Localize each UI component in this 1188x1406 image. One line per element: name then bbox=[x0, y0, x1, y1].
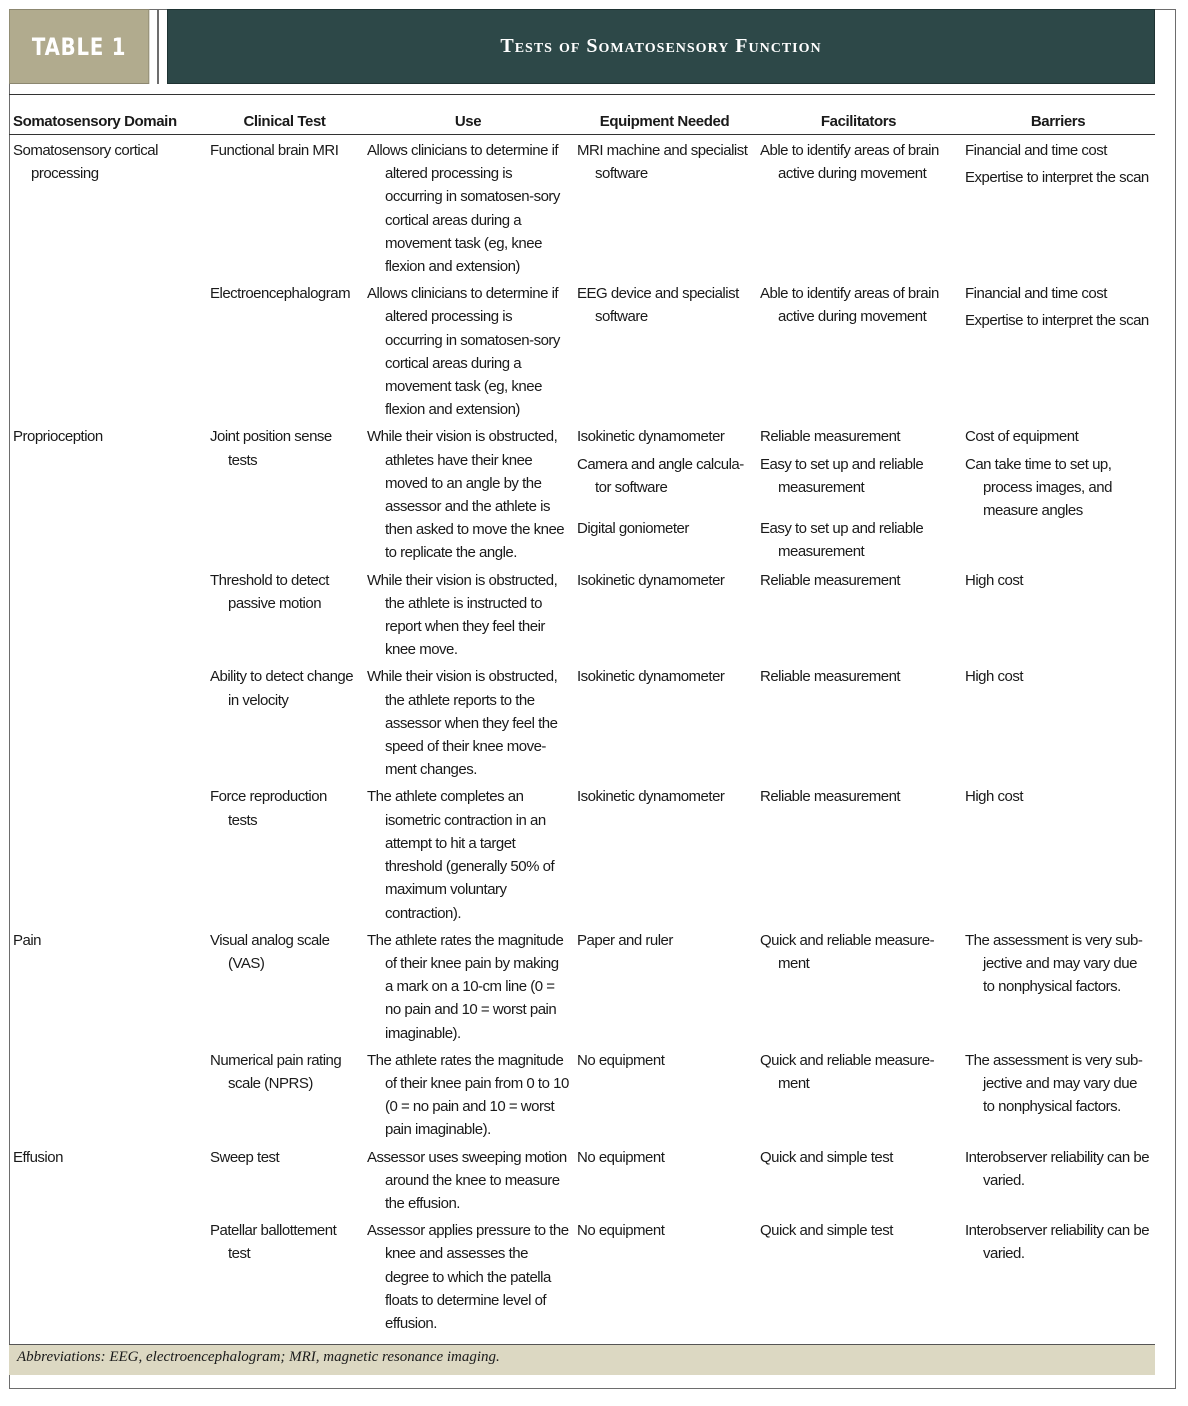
cell-test bbox=[206, 1045, 363, 1142]
table-title: Tests of Somatosensory Function bbox=[167, 9, 1155, 84]
cell-facilitators-item: Reliable measurement bbox=[760, 428, 901, 446]
cell-test bbox=[206, 781, 363, 924]
cell-test bbox=[206, 135, 363, 279]
cell-equipment bbox=[573, 781, 756, 924]
cell-equipment-item: No equipment bbox=[577, 1222, 665, 1240]
cell-barriers bbox=[961, 278, 1155, 421]
table-row bbox=[9, 421, 1155, 564]
cell-test-text: Numerical pain rating scale (NPRS) bbox=[210, 1051, 342, 1092]
column-header: Equipment Needed bbox=[573, 106, 756, 135]
cell-equipment-item: Isokinetic dynamometer bbox=[577, 571, 725, 589]
cell-facilitators bbox=[756, 1045, 961, 1142]
cell-barriers bbox=[961, 135, 1155, 279]
column-header: Barriers bbox=[961, 106, 1155, 135]
cell-domain bbox=[9, 661, 206, 781]
cell-use bbox=[363, 1142, 573, 1216]
table-row bbox=[9, 1045, 1155, 1142]
header-rule bbox=[9, 94, 1155, 95]
cell-barriers-item: Financial and time cost bbox=[965, 285, 1107, 303]
cell-barriers-item: Expertise to interpret the scan bbox=[965, 312, 1149, 330]
cell-test bbox=[206, 421, 363, 564]
header-divider bbox=[157, 9, 159, 84]
cell-test bbox=[206, 565, 363, 662]
cell-use-text: While their vision is obstructed, the athlete is instructed to report when they feel their knee move. bbox=[367, 571, 558, 659]
cell-domain-text: Effusion bbox=[13, 1148, 63, 1166]
cell-test-text: Force reproduction tests bbox=[210, 788, 327, 829]
cell-facilitators-item: Reliable measurement bbox=[760, 668, 901, 686]
cell-facilitators bbox=[756, 925, 961, 1045]
cell-equipment bbox=[573, 1215, 756, 1335]
cell-equipment-item: EEG device and specialist software bbox=[577, 285, 739, 326]
cell-use bbox=[363, 565, 573, 662]
cell-use-text: While their vision is obstructed, athletes have their knee moved to an angle by the assessor and the athlete is then asked to move the knee to replicate the angle. bbox=[367, 428, 565, 562]
cell-use-text: The athlete rates the magnitude of their knee pain from 0 to 10 (0 = no pain and 10 = worst pain imaginable). bbox=[367, 1051, 569, 1139]
cell-use-text: The athlete rates the magnitude of their knee pain by making a mark on a 10-cm line (0 = no pain and 10 = worst pain imaginable). bbox=[367, 931, 564, 1042]
cell-facilitators-item: Easy to set up and reliable measurement bbox=[760, 520, 924, 561]
cell-domain bbox=[9, 1215, 206, 1335]
somatosensory-table bbox=[9, 106, 1155, 1335]
cell-domain bbox=[9, 1142, 206, 1216]
cell-facilitators-item: Quick and reliable measure-ment bbox=[760, 1051, 935, 1092]
cell-use bbox=[363, 135, 573, 279]
cell-barriers-item: The assessment is very sub-jective and may vary due to nonphysical factors. bbox=[965, 931, 1143, 996]
cell-barriers bbox=[961, 661, 1155, 781]
cell-equipment-item: Isokinetic dynamometer bbox=[577, 668, 725, 686]
cell-use-text: Assessor uses sweeping motion around the knee to measure the effusion. bbox=[367, 1148, 567, 1212]
column-header: Clinical Test bbox=[206, 106, 363, 135]
table-row bbox=[9, 925, 1155, 1045]
cell-equipment bbox=[573, 278, 756, 421]
table-row bbox=[9, 781, 1155, 924]
cell-facilitators bbox=[756, 661, 961, 781]
cell-equipment-item: Digital goniometer bbox=[577, 520, 689, 538]
cell-barriers bbox=[961, 1215, 1155, 1335]
cell-test bbox=[206, 1215, 363, 1335]
cell-barriers bbox=[961, 925, 1155, 1045]
cell-facilitators bbox=[756, 421, 961, 564]
column-header: Facilitators bbox=[756, 106, 961, 135]
cell-use bbox=[363, 278, 573, 421]
cell-test-text: Sweep test bbox=[210, 1148, 280, 1166]
cell-equipment-item: Paper and ruler bbox=[577, 931, 673, 949]
cell-barriers-item: Expertise to interpret the scan bbox=[965, 169, 1149, 187]
cell-equipment bbox=[573, 565, 756, 662]
cell-domain bbox=[9, 278, 206, 421]
cell-test-text: Threshold to detect passive motion bbox=[210, 571, 329, 612]
table-row bbox=[9, 661, 1155, 781]
cell-barriers-item: Interobserver reliability can be varied. bbox=[965, 1222, 1150, 1263]
cell-equipment bbox=[573, 135, 756, 279]
cell-facilitators-item: Reliable measurement bbox=[760, 788, 901, 806]
cell-barriers-item: High cost bbox=[965, 668, 1024, 686]
cell-use-text: While their vision is obstructed, the athlete reports to the assessor when they feel the speed of their knee move-ment changes. bbox=[367, 668, 558, 779]
table-row bbox=[9, 1142, 1155, 1216]
cell-use-text: Allows clinicians to determine if altered processing is occurring in somatosen-sory cortical areas during a movement task (eg, knee flexion and extension) bbox=[367, 142, 560, 276]
cell-barriers-item: High cost bbox=[965, 788, 1024, 806]
cell-facilitators bbox=[756, 781, 961, 924]
cell-domain-text: Pain bbox=[13, 931, 42, 949]
cell-equipment bbox=[573, 1142, 756, 1216]
cell-test bbox=[206, 925, 363, 1045]
cell-facilitators-item: Reliable measurement bbox=[760, 571, 901, 589]
table-row bbox=[9, 565, 1155, 662]
cell-barriers-item: Can take time to set up, process images, and measure angles bbox=[965, 455, 1112, 520]
cell-test-text: Patellar ballottement test bbox=[210, 1222, 337, 1263]
cell-barriers-item: Interobserver reliability can be varied. bbox=[965, 1148, 1150, 1189]
cell-domain-text: Proprioception bbox=[13, 428, 103, 446]
cell-domain bbox=[9, 1045, 206, 1142]
cell-use-text: Allows clinicians to determine if altered processing is occurring in somatosen-sory cortical areas during a movement task (eg, knee flexion and extension) bbox=[367, 285, 560, 419]
column-header: Somatosensory Domain bbox=[9, 106, 206, 135]
cell-test bbox=[206, 1142, 363, 1216]
cell-facilitators-item: Easy to set up and reliable measurement bbox=[760, 455, 924, 496]
cell-facilitators bbox=[756, 135, 961, 279]
cell-equipment-item: MRI machine and specialist software bbox=[577, 142, 748, 183]
cell-domain bbox=[9, 565, 206, 662]
cell-barriers-item: The assessment is very sub-jective and may vary due to nonphysical factors. bbox=[965, 1051, 1143, 1116]
cell-use bbox=[363, 421, 573, 564]
cell-barriers bbox=[961, 781, 1155, 924]
cell-equipment bbox=[573, 661, 756, 781]
cell-use bbox=[363, 1215, 573, 1335]
table-row bbox=[9, 1215, 1155, 1335]
cell-barriers bbox=[961, 565, 1155, 662]
cell-barriers-item: Financial and time cost bbox=[965, 142, 1107, 159]
cell-equipment-item: Camera and angle calcula-tor software bbox=[577, 455, 744, 496]
cell-barriers-item: Cost of equipment bbox=[965, 428, 1079, 446]
cell-facilitators bbox=[756, 1215, 961, 1335]
cell-facilitators-item: Able to identify areas of brain active during movement bbox=[760, 285, 939, 326]
cell-facilitators bbox=[756, 565, 961, 662]
cell-test-text: Visual analog scale (VAS) bbox=[210, 931, 330, 972]
cell-use bbox=[363, 781, 573, 924]
table-row bbox=[9, 135, 1155, 279]
cell-domain bbox=[9, 135, 206, 279]
cell-test-text: Joint position sense tests bbox=[210, 428, 332, 469]
cell-facilitators bbox=[756, 278, 961, 421]
table-header bbox=[9, 9, 1155, 84]
cell-barriers bbox=[961, 421, 1155, 564]
header-row bbox=[9, 106, 1155, 135]
cell-test bbox=[206, 278, 363, 421]
cell-barriers bbox=[961, 1045, 1155, 1142]
cell-equipment bbox=[573, 421, 756, 564]
cell-domain-text: Somatosensory cortical processing bbox=[13, 142, 158, 183]
cell-test bbox=[206, 661, 363, 781]
column-header: Use bbox=[363, 106, 573, 135]
cell-domain bbox=[9, 781, 206, 924]
cell-facilitators-item: Quick and reliable measure-ment bbox=[760, 931, 935, 972]
cell-domain bbox=[9, 421, 206, 564]
cell-equipment bbox=[573, 1045, 756, 1142]
cell-equipment-item: Isokinetic dynamometer bbox=[577, 428, 725, 446]
cell-test-text: Functional brain MRI bbox=[210, 142, 339, 159]
cell-test-text: Electroencephalogram bbox=[210, 285, 351, 303]
cell-use bbox=[363, 1045, 573, 1142]
cell-barriers-item: High cost bbox=[965, 571, 1024, 589]
cell-equipment-item: Isokinetic dynamometer bbox=[577, 788, 725, 806]
cell-equipment-item: No equipment bbox=[577, 1051, 665, 1069]
cell-barriers bbox=[961, 1142, 1155, 1216]
cell-facilitators-item: Quick and simple test bbox=[760, 1222, 893, 1240]
cell-equipment bbox=[573, 925, 756, 1045]
cell-facilitators bbox=[756, 1142, 961, 1216]
cell-use-text: Assessor applies pressure to the knee and assesses the degree to which the patella floats to determine level of effusion. bbox=[367, 1222, 569, 1332]
cell-use bbox=[363, 661, 573, 781]
cell-test-text: Ability to detect change in velocity bbox=[210, 668, 354, 709]
footnote: Abbreviations: EEG, electroencephalogram; MRI, magnetic resonance imaging. bbox=[9, 1344, 1155, 1375]
cell-use bbox=[363, 925, 573, 1045]
table-number-badge: TABLE 1 bbox=[9, 9, 149, 84]
cell-use-text: The athlete completes an isometric contraction in an attempt to hit a target threshold (generally 50% of maximum voluntary contraction). bbox=[367, 788, 555, 922]
cell-facilitators-item: Able to identify areas of brain active during movement bbox=[760, 142, 939, 183]
table-row bbox=[9, 278, 1155, 421]
cell-domain bbox=[9, 925, 206, 1045]
cell-equipment-item: No equipment bbox=[577, 1148, 665, 1166]
cell-facilitators-item: Quick and simple test bbox=[760, 1148, 893, 1166]
